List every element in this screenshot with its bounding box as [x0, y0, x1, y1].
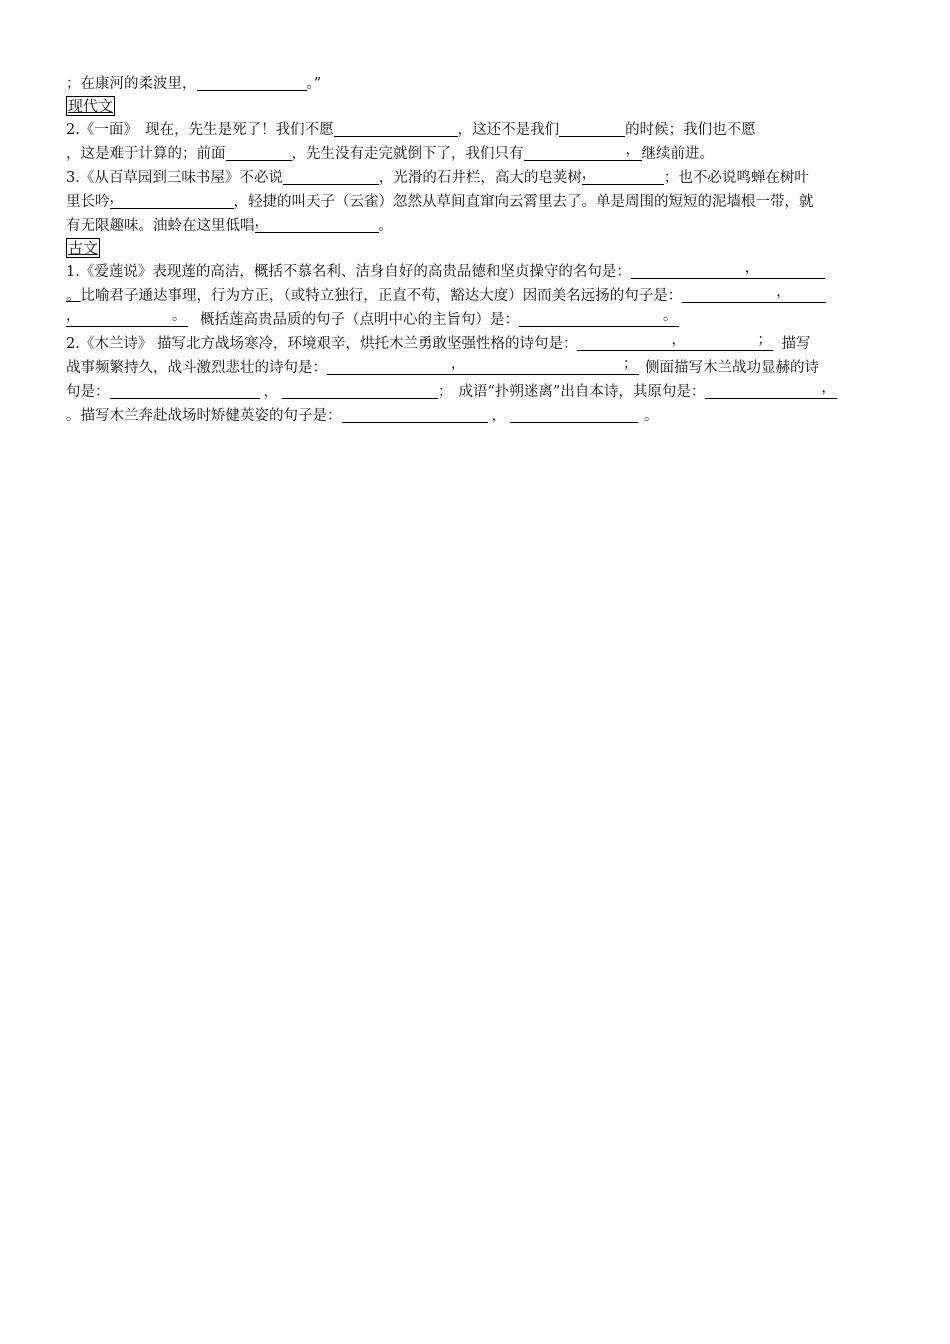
question-text: 描写	[781, 336, 811, 352]
answer-blank[interactable]	[226, 144, 292, 161]
question-text: 3.《从百草园到三味书屋》不必说	[66, 170, 283, 186]
answer-blank[interactable]: ，	[582, 168, 664, 185]
answer-blank[interactable]: ；	[687, 334, 773, 351]
question-yimian-line1	[66, 118, 884, 142]
answer-blank[interactable]: 。	[78, 310, 188, 327]
answer-blank[interactable]: ，	[66, 310, 78, 327]
question-text: 。	[66, 288, 81, 304]
top-line	[66, 72, 884, 96]
answer-blank[interactable]	[342, 406, 488, 423]
question-ailian-line2	[66, 284, 884, 308]
question-text: 2.《木兰诗》 描写北方战场寒冷，环境艰辛，烘托木兰勇敢坚强性格的诗句是：	[66, 336, 578, 352]
answer-blank[interactable]: ，	[255, 216, 379, 233]
question-text: 1.《爱莲说》表现莲的高洁，概括不慕名利、洁身自好的高贵品德和坚贞操守的名句是：	[66, 264, 631, 280]
question-text: ；也不必说鸣蝉在树叶	[663, 170, 809, 186]
answer-blank[interactable]	[559, 120, 625, 137]
question-text: 概括莲高贵品质的句子（点明中心的主旨句）是：	[200, 312, 519, 328]
answer-blank[interactable]	[283, 168, 379, 185]
question-text: 的时候；我们也不愿	[625, 122, 756, 138]
question-text: ，	[263, 384, 278, 400]
answer-blank[interactable]	[510, 406, 638, 423]
section-heading-ancient-row	[66, 238, 884, 260]
answer-blank[interactable]: ，	[631, 262, 761, 279]
answer-blank[interactable]: 。	[519, 310, 679, 327]
section-heading-modern: 现代文	[68, 97, 114, 115]
question-text: 成语“扑朔迷离”出自本诗，其原句是：	[458, 384, 706, 400]
answer-blank[interactable]	[110, 382, 260, 399]
answer-blank[interactable]	[761, 262, 825, 279]
question-text: 比喻君子通达事理，行为方正，（或特立独行，正直不苟，豁达大度）因而美名远扬的句子是：	[80, 288, 683, 304]
answer-blank[interactable]: ，	[682, 286, 792, 303]
answer-blank[interactable]: ，	[524, 144, 642, 161]
question-text: ；	[438, 384, 453, 400]
answer-blank[interactable]	[282, 382, 438, 399]
top-line-prefix: ；在康河的柔波里，	[66, 76, 197, 92]
question-baicao-line2	[66, 190, 884, 214]
question-text: 2.《一面》 现在，先生是死了！我们不愿	[66, 122, 334, 138]
answer-blank[interactable]: ；	[467, 358, 639, 375]
question-yimian-line2	[66, 142, 884, 166]
question-text: ，这是难于计算的；前面	[66, 146, 226, 162]
answer-blank[interactable]: ，	[327, 358, 467, 375]
question-mulan-line1	[66, 332, 884, 356]
question-text: ，这还不是我们	[457, 122, 560, 138]
answer-blank[interactable]	[334, 120, 458, 137]
question-baicao-line1	[66, 166, 884, 190]
section-heading-modern-row	[66, 96, 884, 118]
worksheet	[66, 72, 884, 428]
answer-blank[interactable]: ，	[110, 192, 234, 209]
question-ailian-line1	[66, 260, 884, 284]
question-text: ，先生没有走完就倒下了，我们只有	[291, 146, 524, 162]
answer-blank[interactable]	[792, 286, 826, 303]
question-text: 。	[378, 218, 393, 234]
question-mulan-line4	[66, 404, 884, 428]
answer-blank[interactable]	[197, 74, 307, 91]
question-text: 战事频繁持久，战斗激烈悲壮的诗句是：	[66, 360, 327, 376]
question-text: 。	[644, 408, 659, 424]
section-heading-ancient: 古文	[68, 239, 99, 257]
question-text: ，轻捷的叫天子（云雀）忽然从草间直窜向云霄里去了。单是周围的短短的泥墙根一带，就	[233, 194, 814, 210]
question-text: ，	[491, 408, 506, 424]
question-text: 有无限趣味。油蛉在这里低唱	[66, 218, 255, 234]
answer-blank[interactable]: ，	[705, 382, 837, 399]
answer-blank[interactable]: ，	[577, 334, 687, 351]
question-text: 句是：	[66, 384, 110, 400]
question-text: ，光滑的石井栏，高大的皂荚树	[378, 170, 582, 186]
question-text: 继续前进。	[641, 146, 714, 162]
question-baicao-line3	[66, 214, 884, 238]
question-mulan-line2	[66, 356, 884, 380]
question-mulan-line3	[66, 380, 884, 404]
question-text: 。描写木兰奔赴战场时矫健英姿的句子是：	[66, 408, 342, 424]
question-text: 里长吟	[66, 194, 110, 210]
top-line-end: 。”	[306, 76, 322, 92]
question-text: 侧面描写木兰战功显赫的诗	[645, 360, 819, 376]
